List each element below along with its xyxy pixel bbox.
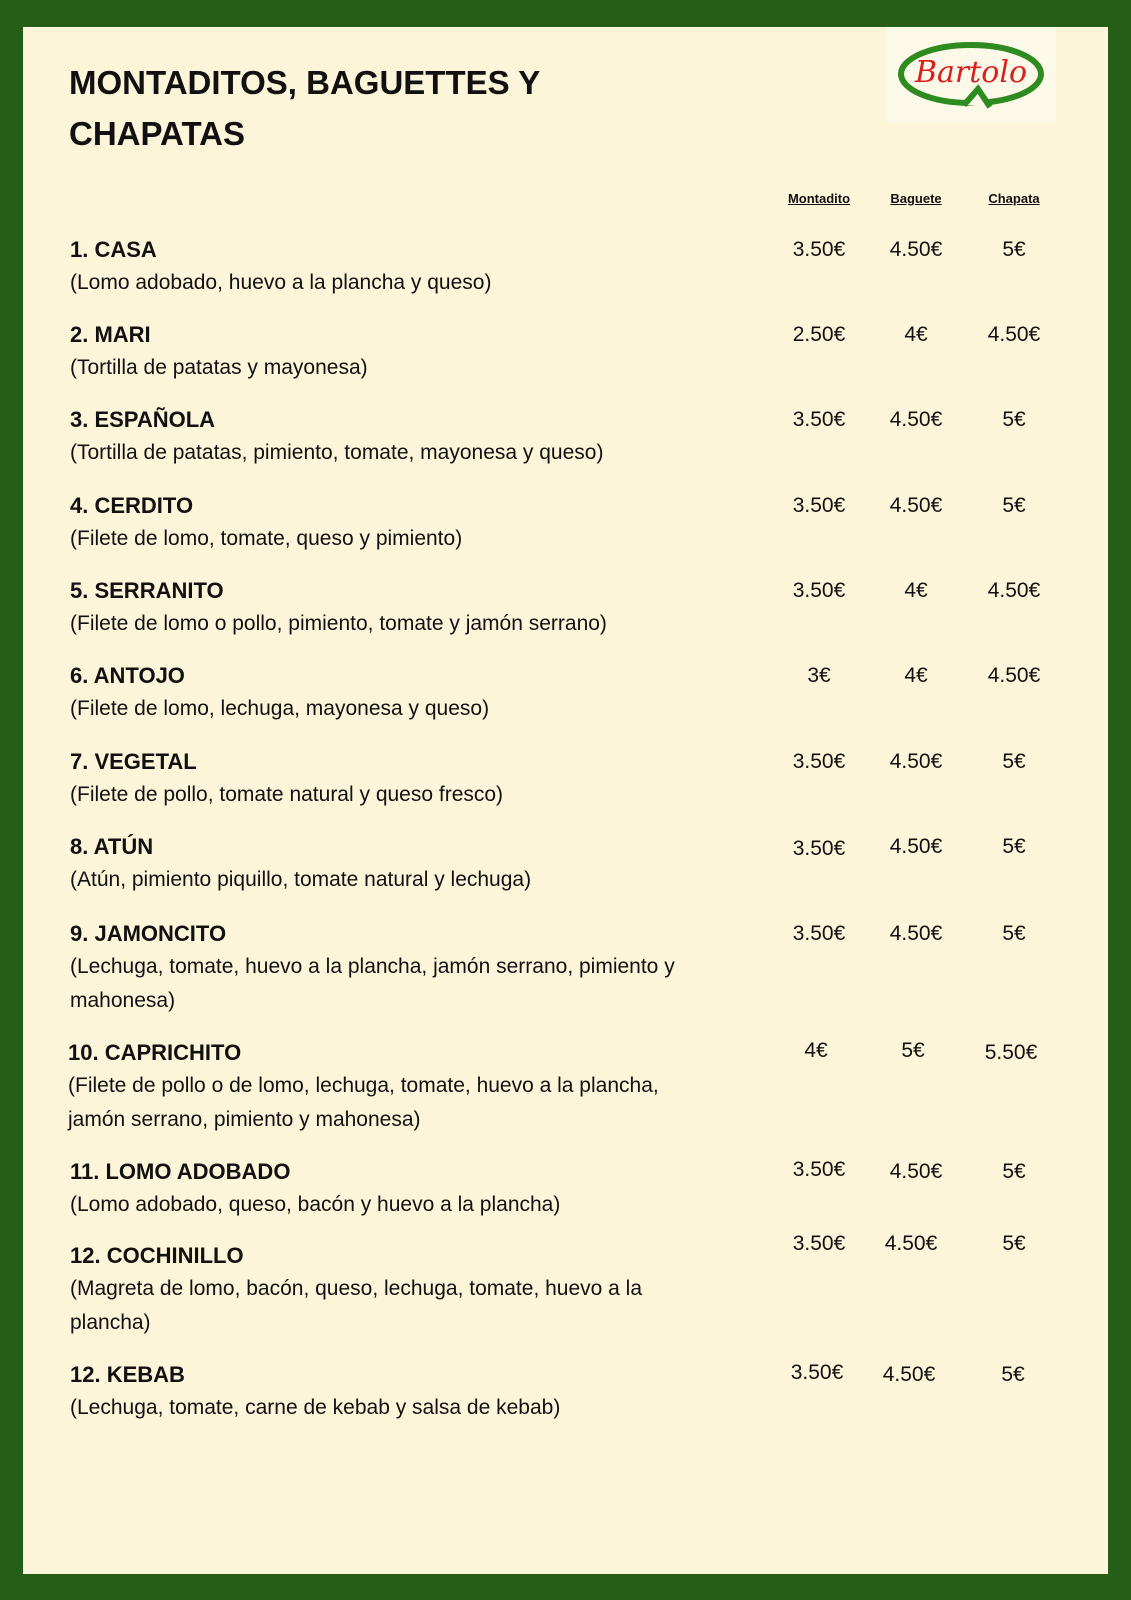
price-baguete: 4.50€ [889,494,943,517]
price-montadito: 3.50€ [792,922,846,945]
price-chapata: 5€ [1001,1363,1025,1386]
item-name: 12. COCHINILLO [70,1243,244,1268]
price-chapata: 5.50€ [984,1041,1038,1064]
column-header-baguete: Baguete [890,191,942,206]
item-name: 6. ANTOJO [70,663,185,688]
price-baguete: 4€ [904,664,928,687]
price-montadito: 3€ [807,664,831,687]
menu-item [70,830,770,897]
item-description: (Filete de pollo o de lomo, lechuga, tomate, huevo a la plancha, jamón serrano, pimiento y mahonesa) [68,1074,659,1131]
price-chapata: 5€ [1002,835,1026,858]
price-baguete: 4€ [904,323,928,346]
price-baguete: 4.50€ [884,1232,938,1255]
page-title: MONTADITOS, BAGUETTES Y CHAPATAS [69,64,540,152]
menu-item [68,1036,768,1137]
price-baguete: 4€ [904,579,928,602]
menu-item [70,489,770,556]
price-chapata: 5€ [1002,238,1026,261]
item-name: 4. CERDITO [70,493,194,518]
item-description: (Lechuga, tomate, huevo a la plancha, jamón serrano, pimiento y mahonesa) [70,955,675,1012]
column-header-chapata: Chapata [988,191,1040,206]
column-header-montadito: Montadito [787,191,851,206]
menu-item [70,318,770,385]
item-name: 10. CAPRICHITO [68,1040,242,1065]
bartolo-logo [886,27,1056,122]
price-montadito: 3.50€ [792,1232,846,1255]
item-name: 2. MARI [70,322,151,347]
menu-item [70,745,770,812]
price-chapata: 5€ [1002,922,1026,945]
price-chapata: 5€ [1002,750,1026,773]
item-name: 1. CASA [70,237,157,262]
menu-item [70,659,770,726]
menu-item [70,917,770,1018]
price-montadito: 2.50€ [792,323,846,346]
price-chapata: 5€ [1002,494,1026,517]
item-description: (Filete de lomo, tomate, queso y pimiento) [70,527,463,550]
menu-item [70,1358,770,1425]
price-montadito: 3.50€ [792,579,846,602]
price-baguete: 4.50€ [889,408,943,431]
price-montadito: 3.50€ [792,750,846,773]
menu-item [70,233,770,300]
item-description: (Tortilla de patatas y mayonesa) [70,356,368,379]
item-description: (Tortilla de patatas, pimiento, tomate, mayonesa y queso) [70,441,604,464]
item-name: 12. KEBAB [70,1362,185,1387]
menu-item [70,1155,770,1222]
price-montadito: 3.50€ [790,1361,844,1384]
menu-item [70,574,770,641]
price-montadito: 3.50€ [792,837,846,860]
price-baguete: 4.50€ [889,835,943,858]
price-montadito: 3.50€ [792,238,846,261]
item-name: 7. VEGETAL [70,749,197,774]
price-baguete: 4.50€ [889,238,943,261]
item-name: 8. ATÚN [70,834,154,859]
price-baguete: 4.50€ [882,1363,936,1386]
price-chapata: 5€ [1002,1232,1026,1255]
item-name: 5. SERRANITO [70,578,224,603]
logo-icon [886,27,1056,122]
price-montadito: 3.50€ [792,494,846,517]
menu-page [23,27,1108,1574]
item-name: 9. JAMONCITO [70,921,227,946]
price-baguete: 4.50€ [889,1160,943,1183]
price-baguete: 5€ [901,1039,925,1062]
item-description: (Lechuga, tomate, carne de kebab y salsa de kebab) [70,1396,561,1419]
price-chapata: 4.50€ [987,579,1041,602]
price-montadito: 3.50€ [792,408,846,431]
price-montadito: 3.50€ [792,1158,846,1181]
item-description: (Filete de lomo o pollo, pimiento, tomate y jamón serrano) [70,612,607,635]
item-name: 11. LOMO ADOBADO [70,1159,291,1184]
price-montadito: 4€ [804,1039,828,1062]
menu-item [70,1239,770,1340]
menu-item [70,403,770,470]
item-description: (Filete de lomo, lechuga, mayonesa y queso) [70,697,490,720]
price-chapata: 5€ [1002,1160,1026,1183]
price-baguete: 4.50€ [889,750,943,773]
price-chapata: 4.50€ [987,664,1041,687]
item-description: (Lomo adobado, huevo a la plancha y queso) [70,271,492,294]
item-description: (Atún, pimiento piquillo, tomate natural y lechuga) [70,868,532,891]
logo-text: Bartolo [914,55,1028,90]
price-baguete: 4.50€ [889,922,943,945]
price-chapata: 4.50€ [987,323,1041,346]
item-name: 3. ESPAÑOLA [70,407,216,432]
item-description: (Filete de pollo, tomate natural y queso fresco) [70,783,504,806]
price-chapata: 5€ [1002,408,1026,431]
item-description: (Magreta de lomo, bacón, queso, lechuga, tomate, huevo a la plancha) [70,1277,643,1334]
item-description: (Lomo adobado, queso, bacón y huevo a la plancha) [70,1193,561,1216]
